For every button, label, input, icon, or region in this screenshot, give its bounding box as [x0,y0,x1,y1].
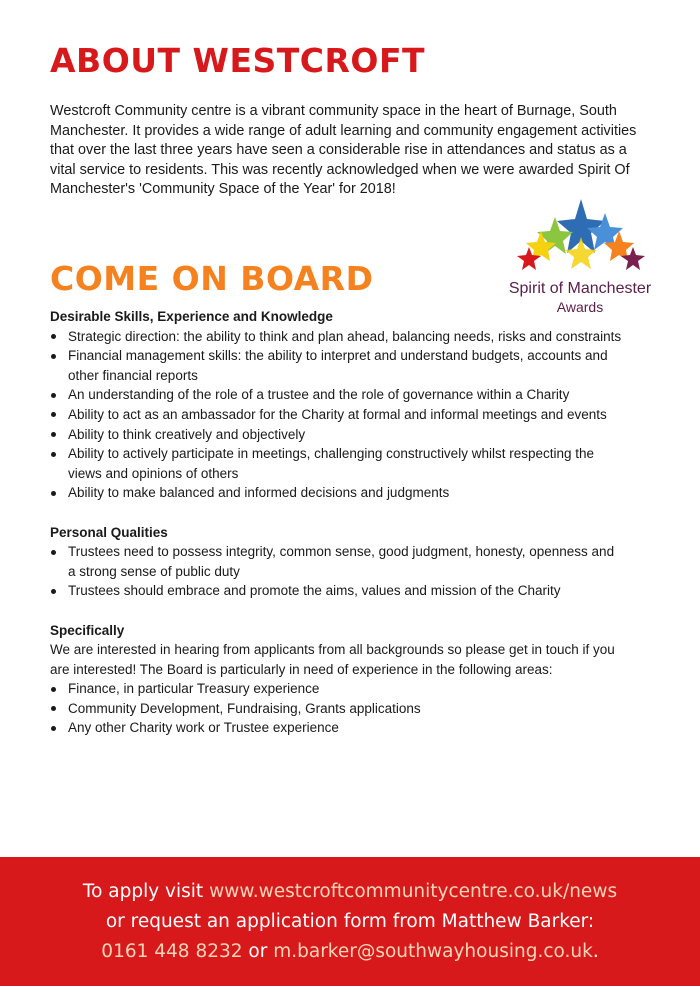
skills-heading: Desirable Skills, Experience and Knowledge [50,309,333,324]
qualities-section [50,523,650,601]
specifically-section [50,621,650,739]
specifically-heading: Specifically [50,622,125,638]
phone-number[interactable]: 0161 448 8232 [101,941,243,962]
list-item: Finance, in particular Treasury experience [50,679,624,699]
about-paragraph: Westcroft Community centre is a vibrant community space in the heart of Burnage, South Manchester. It provides a wide range of adult learning and community engagement activities that over the last three years have seen a considerable rise in attendances and status as a vital service to residents. This was recently acknowledged when we were awarded Spirit Of Manchester's 'Community Space of the Year' for 2018! [50,103,637,198]
skills-list [50,327,650,503]
list-item: Ability to make balanced and informed decisions and judgments [50,483,624,503]
logo-subtitle: Awards [556,299,604,315]
request-line: or request an application form from Matthew Barker: [105,911,595,932]
list-item: Trustees should embrace and promote the aims, values and mission of the Charity [50,581,624,601]
list-item: Financial management skills: the ability to interpret and understand budgets, accounts and other financial reports [50,346,624,385]
specifically-list [50,679,650,738]
period: . [592,941,599,962]
email-link[interactable]: m.barker@southwayhousing.co.uk [273,941,593,962]
list-item: Ability to actively participate in meetings, challenging constructively whilst respecting the views and opinions of others [50,444,624,483]
apply-line [0,877,700,907]
board-heading: COME ON BOARD [50,259,374,298]
board-content [50,307,650,758]
qualities-list [50,542,650,601]
contact-line [0,937,700,967]
apply-footer [0,857,700,986]
spirit-of-manchester-logo [497,197,663,321]
list-item: Ability to act as an ambassador for the Charity at formal and informal meetings and events [50,405,624,425]
about-heading: ABOUT WESTCROFT [50,41,425,80]
stars-icon [497,197,663,279]
list-item: Community Development, Fundraising, Grants applications [50,699,624,719]
specifically-paragraph: We are interested in hearing from applicants from all backgrounds so please get in touch if you are interested! The Board is particularly in need of experience in the following areas: [50,642,615,677]
qualities-heading: Personal Qualities [50,524,168,540]
or-word: or [242,941,274,962]
list-item: An understanding of the role of a trustee and the role of governance within a Charity [50,385,624,405]
list-item: Strategic direction: the ability to think and plan ahead, balancing needs, risks and constraints [50,327,624,347]
website-link[interactable]: www.westcroftcommunitycentre.co.uk/news [209,881,618,902]
skills-section [50,307,650,503]
list-item: Any other Charity work or Trustee experience [50,718,624,738]
apply-prefix: To apply visit [82,881,210,902]
list-item: Ability to think creatively and objectively [50,425,624,445]
logo-title: Spirit of Manchester [508,280,652,297]
list-item: Trustees need to possess integrity, common sense, good judgment, honesty, openness and a strong sense of public duty [50,542,624,581]
